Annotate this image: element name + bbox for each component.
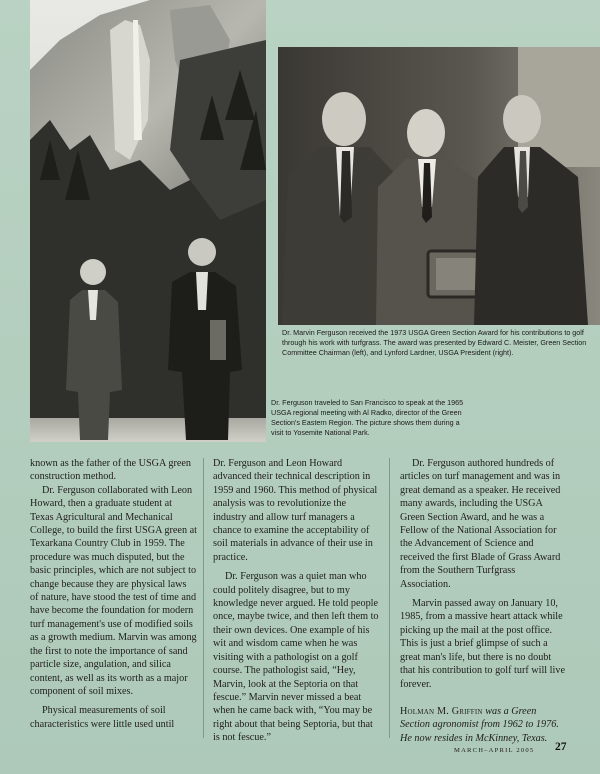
article-column-3 <box>400 457 567 745</box>
paragraph: Marvin passed away on January 10, 1985, from a massive heart attack while picking up the mail at the post office. This is just a brief glimpse of such a great man's life, but there is no doubt that his contribution to golf turf will live forever. <box>400 598 565 690</box>
award-photo-caption: Dr. Marvin Ferguson received the 1973 USGA Green Section Award for his contributions to golf through his work with turfgrass. The award was presented by Edward C. Meister, Green Section Committee Chairman (left), and Lynford Lardner, USGA President (right). <box>282 328 587 357</box>
article-column-1 <box>30 457 197 731</box>
yosemite-photo <box>30 0 266 442</box>
author-bio-text: was a Green Section agronomist from 1962 to 1976. He now resides in McKinney, Texas. <box>400 705 559 744</box>
paragraph: Physical measurements of soil characteristics were little used until <box>30 705 175 730</box>
award-photo-image <box>278 47 600 325</box>
paragraph: known as the father of the USGA green construction method. <box>30 458 191 483</box>
paragraph: Dr. Ferguson was a quiet man who could politely disagree, but to my knowledge never argued. He told people once, maybe twice, and then left them to their own devices. One example of his wit and wisdom came when he was visiting with a pathologist on a golf course. The pathologist said, “Hey, Marvin, look at the Septoria on that fescue.” Marvin never missed a beat when he came back with, “You may be right about that being Septoria, but that is not fescue.” <box>213 571 379 744</box>
yosemite-photo-image <box>30 0 266 442</box>
article-column-2 <box>213 457 380 745</box>
author-name: Holman M. Griffin <box>400 705 483 717</box>
paragraph: Dr. Ferguson authored hundreds of articles on turf management and was in great demand as a speaker. He received many awards, including the USGA Green Section Award, and he was a Fellow of the National Association for the Advancement of Science and received the first Blade of Grass Award from the Southern Turfgrass Association. <box>400 458 561 590</box>
column-divider <box>389 458 390 738</box>
paragraph: Dr. Ferguson collaborated with Leon Howard, then a graduate student at Texas Agricultural and Mechanical College, to build the first USGA green at Texarkana Country Club in 1959. The procedure was much disputed, but the basic principles, which are not subject to change because they are physical laws of nature, have stood the test of time and have become the foundation for modern turf management's use of modified soils as a growth medium. Marvin was among the first to note the importance of sand particle size, angulation, and silica content, as well as its worth as a major component of soil mixes. <box>30 484 197 697</box>
author-bio <box>400 705 567 745</box>
issue-date: MARCH–APRIL 2005 <box>454 747 535 754</box>
paragraph: Dr. Ferguson and Leon Howard advanced their technical description in 1959 and 1960. This method of physical analysis was to revolutionize the industry and allow turf managers a chance to examine the acceptability of soil materials in advance of their use in practice. <box>213 458 378 563</box>
page-number: 27 <box>555 741 567 753</box>
yosemite-photo-caption: Dr. Ferguson traveled to San Francisco to speak at the 1965 USGA regional meeting with Al Radko, director of the Green Section's Eastern Region. The picture shows them during a visit to Yosemite National Park. <box>271 398 464 437</box>
award-photo <box>278 47 600 325</box>
column-divider <box>203 458 204 738</box>
